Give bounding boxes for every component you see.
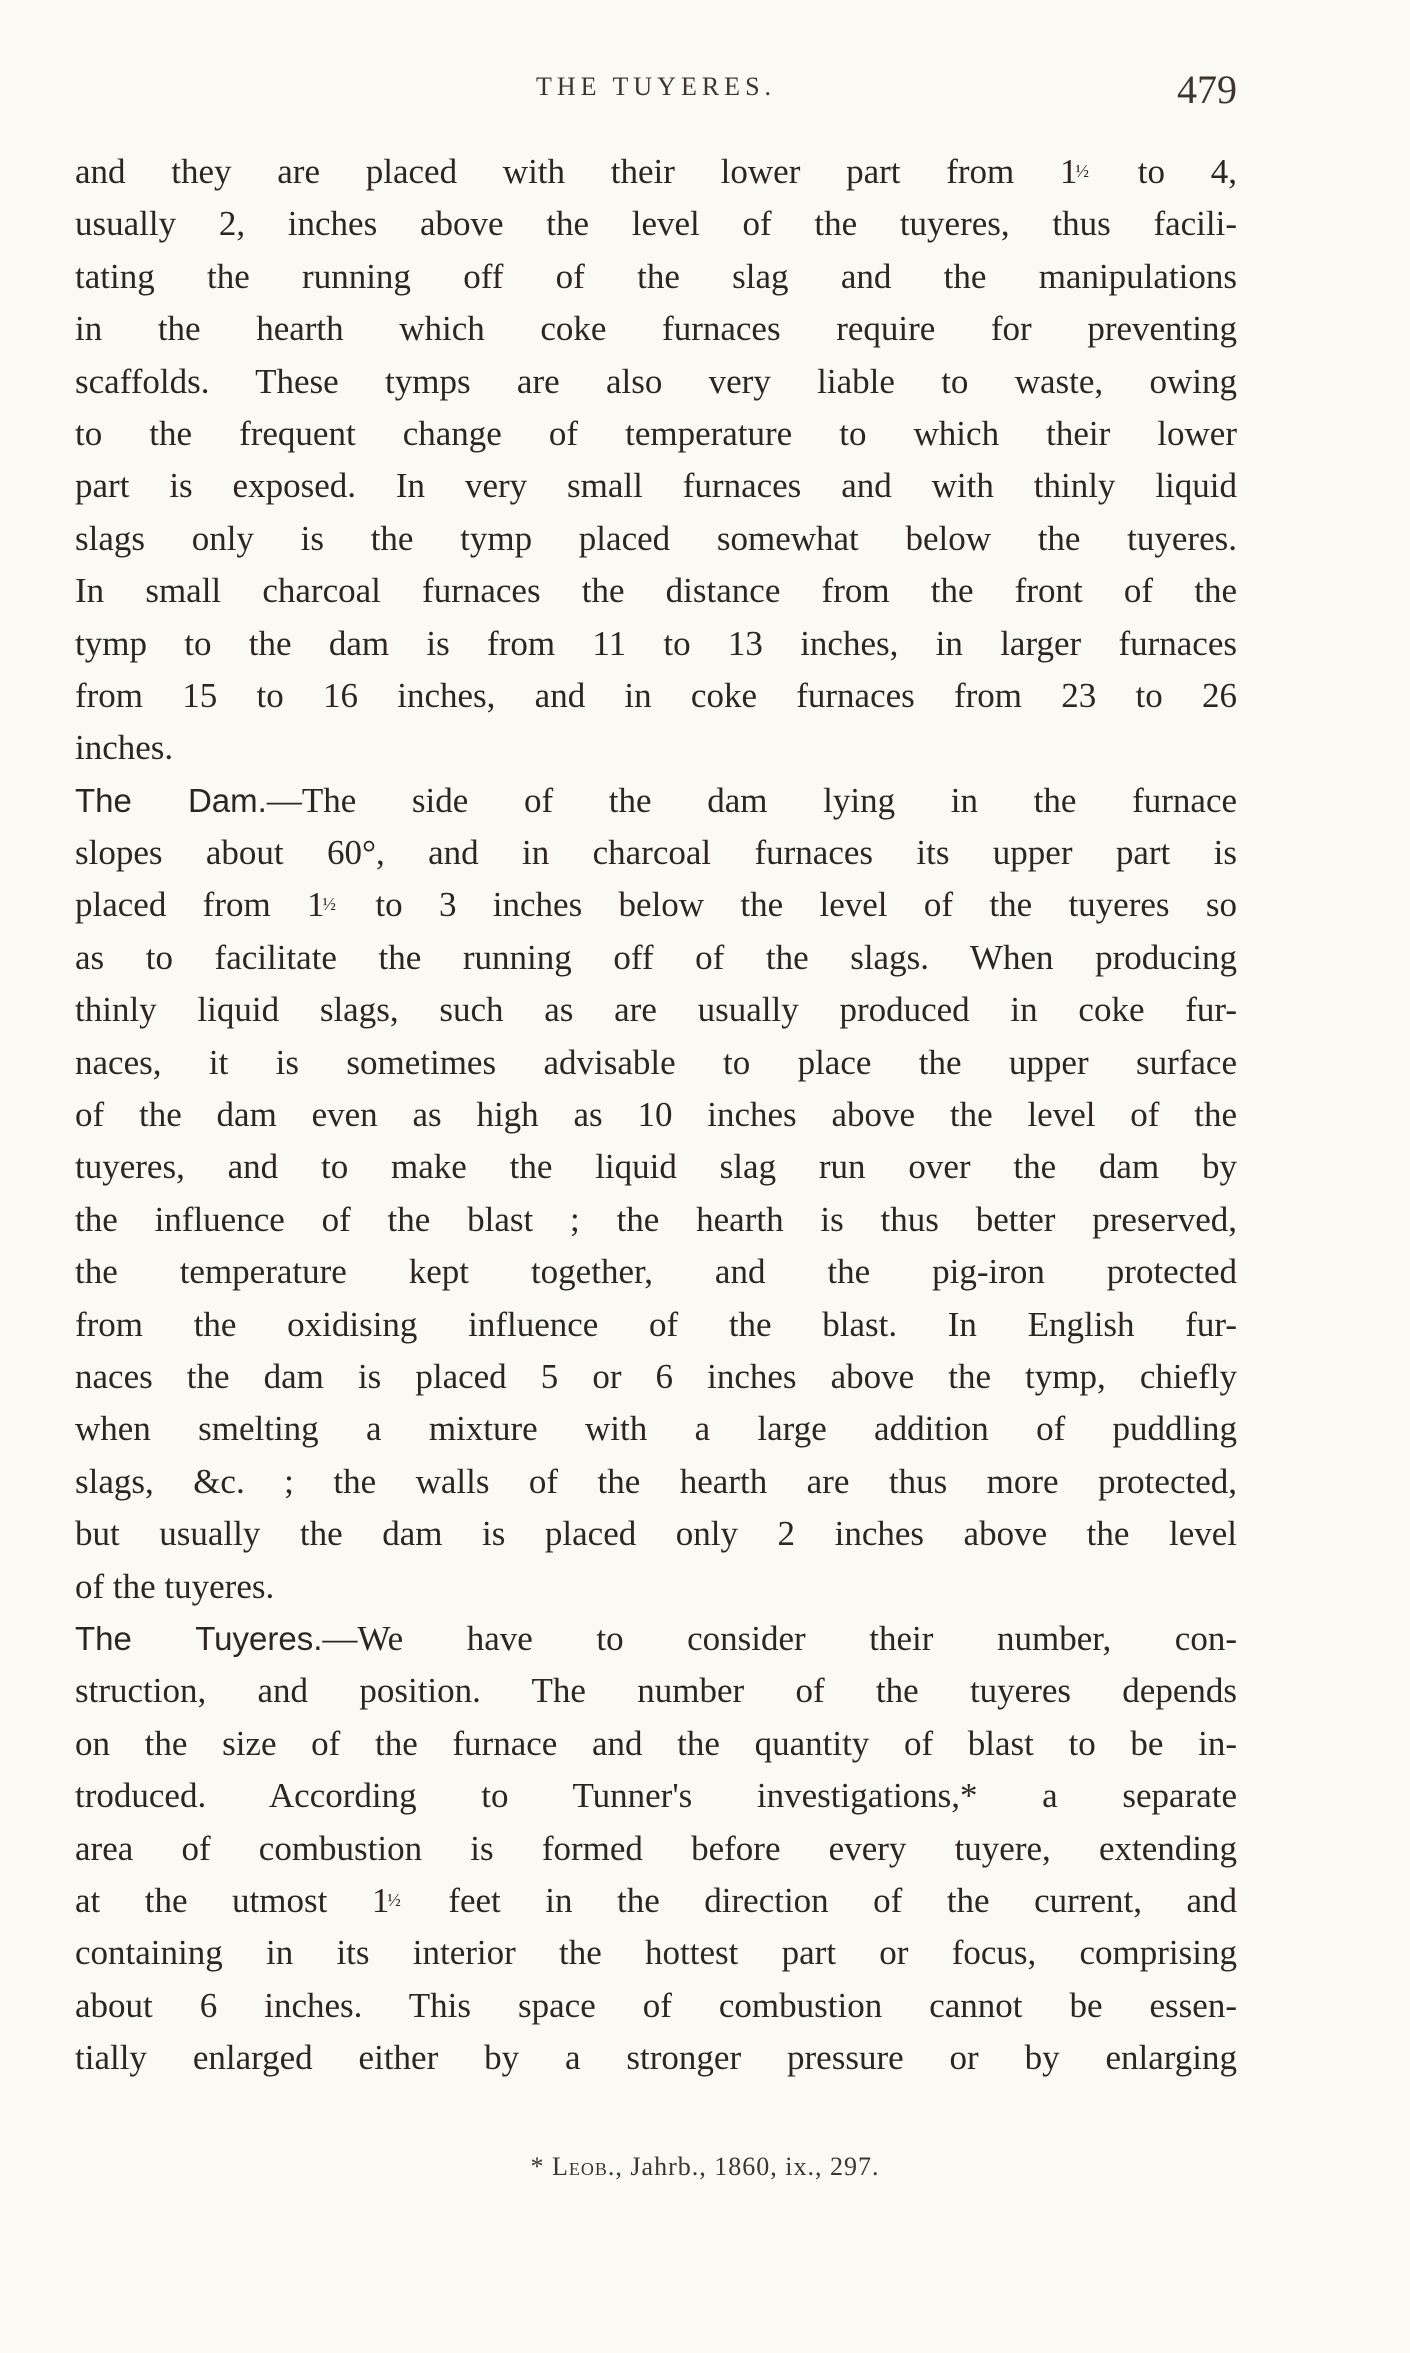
line-text: naces the dam is placed 5 or 6 inches above the tymp, chiefly <box>75 1356 1237 1396</box>
line-text: tating the running off of the slag and the manipulations <box>75 256 1237 296</box>
line-text: slopes about 60°, and in charcoal furnaces its upper part is <box>75 833 1237 873</box>
text-line <box>75 1927 1237 1979</box>
fraction-half: ½ <box>387 1889 401 1910</box>
line-text: when smelting a mixture with a large addition of puddling <box>75 1409 1237 1449</box>
footnote-marker: * <box>530 2152 553 2181</box>
text-line <box>75 984 1237 1036</box>
line-text: of the dam even as high as 10 inches above the level of the <box>75 1095 1237 1135</box>
text-line <box>75 1141 1237 1193</box>
line-text: tially enlarged either by a stronger pressure or by enlarging <box>75 2038 1237 2078</box>
text-line <box>75 1403 1237 1455</box>
line-text: placed from <box>75 885 308 925</box>
text-line <box>75 775 1237 827</box>
line-text: feet in the direction of the current, and <box>403 1880 1237 1920</box>
running-head <box>75 66 1237 126</box>
line-text: but usually the dam is placed only 2 inches above the level <box>75 1514 1237 1554</box>
line-text: usually 2, inches above the level of the tuyeres, thus facili- <box>75 204 1237 244</box>
text-line <box>75 1561 1237 1613</box>
text-line <box>75 356 1237 408</box>
line-text: to the frequent change of temperature to which their lower <box>75 413 1237 453</box>
text-line <box>75 460 1237 512</box>
text-line <box>75 722 1237 774</box>
line-text: —We have to consider their number, con- <box>322 1618 1237 1658</box>
line-text: to 4, <box>1092 152 1237 191</box>
line-text: —The side of the dam lying in the furnace <box>266 780 1238 820</box>
line-text: troduced. According to Tunner's investigations,* a separate <box>75 1776 1237 1816</box>
line-text: thinly liquid slags, such as are usually produced in coke fur- <box>75 990 1237 1030</box>
line-text: scaffolds. These tymps are also very liable to waste, owing <box>75 361 1237 401</box>
text-line <box>75 251 1237 303</box>
line-text: inches. <box>75 728 174 768</box>
line-text: from the oxidising influence of the blast. In English fur- <box>75 1304 1237 1344</box>
text-line <box>75 1613 1237 1665</box>
line-text: as to facilitate the running off of the slags. When producing <box>75 937 1237 977</box>
text-line <box>75 513 1237 565</box>
line-text: of the tuyeres. <box>75 1566 275 1606</box>
line-text: in the hearth which coke furnaces require for preventing <box>75 309 1237 349</box>
text-line <box>75 1194 1237 1246</box>
line-text: containing in its interior the hottest part or focus, comprising <box>75 1933 1237 1973</box>
text-line <box>75 1980 1237 2032</box>
footnote-source: Leob. <box>552 2152 616 2181</box>
line-text: struction, and position. The number of the tuyeres depends <box>75 1671 1237 1711</box>
running-title: THE TUYERES. <box>535 72 777 101</box>
text-line <box>75 1456 1237 1508</box>
text-line <box>75 1875 1237 1927</box>
section-heading: The Dam. <box>75 781 267 819</box>
text-line <box>75 932 1237 984</box>
fraction-half: ½ <box>322 894 337 915</box>
line-text: about 6 inches. This space of combustion cannot be essen- <box>75 1985 1237 2025</box>
body-text <box>75 146 1237 2084</box>
fraction-whole: 1 <box>1060 152 1078 191</box>
section-heading: The Tuyeres. <box>75 1619 323 1657</box>
line-text: on the size of the furnace and the quantity of blast to be in- <box>75 1723 1237 1763</box>
text-line <box>75 670 1237 722</box>
page-number: 479 <box>1177 67 1237 112</box>
footnote-citation: , Jahrb., 1860, ix., 297. <box>615 2152 880 2181</box>
line-text: from 15 to 16 inches, and in coke furnaces from 23 to 26 <box>75 675 1237 715</box>
text-line <box>75 1770 1237 1822</box>
line-text: the temperature kept together, and the pig-iron protected <box>75 1252 1237 1292</box>
line-text: In small charcoal furnaces the distance from the front of the <box>75 571 1237 611</box>
text-line <box>75 303 1237 355</box>
line-text: slags, &c. ; the walls of the hearth are thus more protected, <box>75 1461 1237 1501</box>
text-line <box>75 198 1237 250</box>
text-line <box>75 2032 1237 2084</box>
text-line <box>75 1823 1237 1875</box>
fraction-whole: 1 <box>371 1880 390 1920</box>
line-text: and they are placed with their lower part from <box>75 152 1061 191</box>
line-text: part is exposed. In very small furnaces and with thinly liquid <box>75 466 1237 506</box>
text-line <box>75 1508 1237 1560</box>
text-line <box>75 1299 1237 1351</box>
line-text: naces, it is sometimes advisable to place the upper surface <box>75 1042 1237 1082</box>
text-line <box>75 1246 1237 1298</box>
text-line <box>75 1089 1237 1141</box>
line-text: area of combustion is formed before every tuyere, extending <box>75 1828 1237 1868</box>
text-line <box>75 618 1237 670</box>
line-text: the influence of the blast ; the hearth is thus better preserved, <box>75 1199 1237 1239</box>
text-line <box>75 879 1237 931</box>
text-line <box>75 408 1237 460</box>
line-text: to 3 inches below the level of the tuyeres so <box>339 885 1237 925</box>
text-line <box>75 1665 1237 1717</box>
line-text: tuyeres, and to make the liquid slag run over the dam by <box>75 1147 1237 1187</box>
fraction-half: ½ <box>1075 161 1090 181</box>
text-line <box>75 1037 1237 1089</box>
text-line <box>75 146 1237 198</box>
text-line <box>75 1718 1237 1770</box>
line-text: slags only is the tymp placed somewhat below the tuyeres. <box>75 518 1237 558</box>
line-text: at the utmost <box>75 1880 372 1920</box>
fraction-whole: 1 <box>307 885 325 925</box>
footnote <box>0 2152 1410 2182</box>
text-line <box>75 1351 1237 1403</box>
text-line <box>75 565 1237 617</box>
line-text: tymp to the dam is from 11 to 13 inches, in larger furnaces <box>75 623 1237 663</box>
text-line <box>75 827 1237 879</box>
